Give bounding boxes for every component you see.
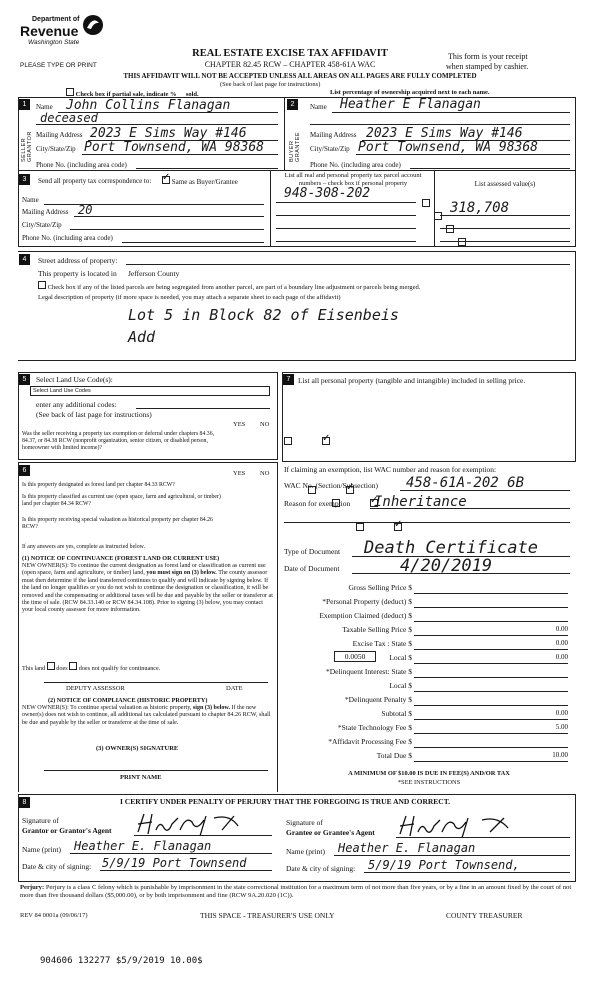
grantee-sig-label-2: Grantee or Grantee's Agent (286, 828, 375, 837)
s3-phone-line (122, 242, 264, 243)
additional-codes-label: enter any additional codes: (36, 400, 117, 409)
warning-text: THIS AFFIDAVIT WILL NOT BE ACCEPTED UNLESS ALL AREAS ON ALL PAGES ARE FULLY COMPLETED (123, 72, 477, 80)
owner-signature-label: (3) OWNER(S) SIGNATURE (96, 745, 179, 752)
s6-q3-no[interactable] (394, 523, 402, 531)
chapter-text: CHAPTER 82.45 RCW – CHAPTER 458-61A WAC (204, 60, 376, 69)
does-checkbox[interactable] (47, 662, 55, 670)
tax-row-line (414, 677, 568, 678)
legal-description-line-1[interactable]: Lot 5 in Block 82 of Eisenbeis (128, 306, 399, 324)
tax-row (284, 693, 574, 707)
doc-type-value[interactable]: Death Certificate (364, 538, 538, 558)
s6-no-label: NO (260, 470, 270, 477)
seller-mail-value[interactable]: 2023 E Sims Way #146 (90, 126, 247, 141)
legal-description-line-2[interactable]: Add (128, 328, 156, 346)
street-address-line (126, 264, 570, 265)
s3-mail-label: Mailing Address (22, 208, 69, 216)
this-land-label: This land (22, 665, 46, 672)
grantor-date-line (100, 870, 272, 871)
tax-row (284, 749, 574, 763)
s3-mail-value[interactable]: 20 (78, 203, 93, 217)
notice-1-text-c: The county assessor must then determine if the land transferred continues to qualify and will indicate by signing below. If the land no longer qualifies or you do not wish to continue the designation or classification, it will be removed and the compensating or additional taxes will be due and payable by the seller or transferor at the time of sale. (RCW 84.33.140 or RCW 84.34.108). Prior to signing (3) below, you may contact your local county assessor for more information. (22, 570, 273, 614)
perjury-title: Perjury: (20, 884, 45, 891)
located-label: This property is located in (38, 269, 117, 278)
notice-2-text (22, 705, 274, 727)
does-not-label: does not (78, 665, 100, 672)
parcel-line-3 (276, 228, 416, 229)
tax-row-label: *Delinquent Penalty $ (344, 695, 412, 704)
tax-row (284, 581, 574, 595)
tax-row (284, 609, 574, 623)
buyer-name-value[interactable]: Heather E Flanagan (340, 97, 481, 112)
tax-row (284, 637, 574, 651)
parcel-line-4 (276, 241, 416, 242)
minimum-note: A MINIMUM OF $10.00 IS DUE IN FEE(S) AND/OR TAX (348, 770, 510, 777)
tax-row (284, 707, 574, 721)
same-as-buyer-label: Same as Buyer/Grantee (171, 178, 238, 186)
s6-q2: Is this property classified as current use (open space, farm and agricultural, or timber) land per chapter 84.34 RCW? (22, 494, 221, 507)
assessed-line-1 (440, 215, 570, 216)
segregated-row (38, 281, 420, 292)
segregated-checkbox[interactable] (38, 281, 46, 289)
local-rate-box[interactable]: 0.0050 (334, 651, 376, 662)
grantee-sig-label-1: Signature of (286, 818, 323, 827)
buyer-name2-line (310, 124, 570, 125)
reason-label: Reason for exemption (284, 499, 351, 508)
grantor-name-value[interactable]: Heather E. Flanagan (74, 839, 212, 853)
notice-2-title: (2) NOTICE OF COMPLIANCE (HISTORIC PROPERTY) (48, 697, 208, 704)
s3-name-label: Name (22, 196, 39, 204)
receipt-stamp: 904606 132277 $5/9/2019 10.00$ (40, 956, 203, 966)
logo-revenue-text: Revenue (20, 23, 79, 39)
tax-row-label: *Affidavit Processing Fee $ (328, 737, 412, 746)
tax-row (284, 721, 574, 735)
grantor-signature-mark[interactable] (134, 810, 264, 838)
tax-row (284, 735, 574, 749)
buyer-phone-line (410, 168, 570, 169)
grantor-date-label: Date & city of signing: (22, 862, 92, 871)
partial-sale-label: Check box if partial sale, indicate % (75, 91, 177, 98)
grantor-date-value[interactable]: 5/9/19 Port Townsend (102, 856, 247, 870)
seller-mail-label: Mailing Address (36, 131, 83, 139)
this-land-row (22, 662, 160, 673)
deputy-label: DEPUTY ASSESSOR (66, 685, 125, 692)
tax-row-line (414, 635, 568, 636)
s5-yes-label: YES (233, 421, 246, 428)
county-treasurer: COUNTY TREASURER (446, 911, 523, 920)
grantor-name-line (70, 853, 272, 854)
partial-sale-checkbox[interactable] (66, 88, 74, 96)
tax-row-line (414, 607, 568, 608)
doc-date-label: Date of Document (284, 564, 340, 573)
tax-row (284, 651, 574, 665)
parcel-line-2 (276, 215, 416, 216)
receipt-note-1: This form is your receipt (448, 52, 528, 61)
tax-row-line (414, 649, 568, 650)
reason-line-2 (284, 522, 570, 523)
tax-row-label: *Personal Property (deduct) $ (322, 597, 412, 606)
section-3-divider-1 (270, 171, 271, 247)
tax-row-line (414, 761, 568, 762)
tax-row-line (414, 747, 568, 748)
qualify-label: qualify for continuance. (101, 665, 161, 672)
date-label: DATE (226, 685, 243, 692)
tax-row-line (414, 733, 568, 734)
s5-no-label: NO (260, 421, 270, 428)
parcel-header: List all real and personal property tax parcel account numbers – check box if personal property (284, 172, 422, 187)
tax-row-value[interactable]: 0.00 (555, 639, 568, 647)
section-3-divider-2 (434, 171, 435, 247)
s3-name-line (44, 204, 264, 205)
assessed-header: List assessed value(s) (474, 180, 536, 188)
wa-emblem-icon (82, 14, 104, 36)
grantee-name-line (334, 855, 570, 856)
tax-row-label: Gross Selling Price $ (348, 583, 412, 592)
tax-row (284, 595, 574, 609)
assessed-value[interactable]: 318,708 (450, 200, 510, 216)
section-1-badge: 1 (19, 99, 30, 110)
seller-deceased-value[interactable]: deceased (40, 111, 98, 125)
section-7-box (282, 372, 576, 462)
buyer-city-label: City/State/Zip (310, 145, 350, 153)
s3-phone-label: Phone No. (including area code) (22, 234, 113, 242)
please-type-text: PLEASE TYPE OR PRINT (20, 62, 97, 69)
seller-name-label: Name (36, 103, 53, 111)
buyer-mail-value[interactable]: 2023 E Sims Way #146 (366, 126, 523, 141)
if-yes-note: If any answers are yes, complete as instructed below. (22, 544, 145, 550)
receipt-note-2: when stamped by cashier. (446, 62, 529, 71)
notice-2-text-a: NEW OWNER(S): To continue special valuation as historic property, (22, 705, 192, 711)
personal-property-checkbox-1[interactable] (422, 199, 430, 207)
personal-property-checkbox-3[interactable] (446, 225, 454, 233)
notice-1-title: (1) NOTICE OF CONTINUANCE (FOREST LAND OR CURRENT USE) (22, 555, 220, 562)
s5-exemption-question: Was the seller receiving a property tax exemption or deferral under chapters 84.36, 84.37, or 84.38 RCW (nonprofit organization, senior citizen, or disabled person, homeowner with limited income)? (22, 431, 215, 451)
seller-phone-label: Phone No. (including area code) (36, 161, 127, 169)
grantee-date-value[interactable]: 5/9/19 Port Townsend, (368, 858, 520, 872)
print-name-label: PRINT NAME (120, 774, 162, 781)
notice-1-text (22, 563, 274, 615)
section-3-badge: 3 (19, 174, 30, 185)
legal-description-label: Legal description of property (if more space is needed, you may attach a separate sheet to each page of the affidavit) (38, 294, 341, 301)
grantor-name-label: Name (print) (22, 845, 61, 854)
see-instructions: *SEE INSTRUCTIONS (397, 779, 461, 786)
tax-row-value[interactable]: 0.00 (555, 653, 568, 661)
seller-phone-line (136, 168, 278, 169)
tax-row (284, 623, 574, 637)
s5-see-back: (See back of last page for instructions) (36, 410, 152, 419)
seller-name-value[interactable]: John Collins Flanagan (66, 98, 231, 113)
wac-value[interactable]: 458-61A-202 6B (406, 475, 525, 491)
sold-label: sold. (185, 91, 199, 98)
assessed-line-3 (440, 241, 570, 242)
wac-label: WAC No. (Section/Subsection) (284, 481, 378, 490)
buyer-name-line (332, 112, 570, 113)
buyer-side-label: BUYER GRANTEE (289, 131, 301, 162)
street-address-label: Street address of property: (38, 256, 118, 265)
tax-row-label: *State Technology Fee $ (337, 723, 412, 732)
section-5-badge: 5 (19, 374, 30, 385)
does-not-checkbox[interactable] (69, 662, 77, 670)
seller-name2-line (36, 124, 278, 125)
tax-row-value[interactable]: 10.00 (552, 751, 568, 759)
exemption-claim-label: If claiming an exemption, list WAC number and reason for exemption: (284, 465, 497, 474)
buyer-city-value[interactable]: Port Townsend, WA 98368 (358, 140, 539, 155)
seller-city-label: City/State/Zip (36, 145, 76, 153)
tax-row-line (414, 691, 568, 692)
deputy-line (44, 682, 268, 683)
doc-type-label: Type of Document (284, 547, 341, 556)
tax-row-line (414, 621, 568, 622)
grantor-sig-label-1: Signature of (22, 816, 59, 825)
land-use-label: Select Land Use Code(s): (36, 375, 113, 384)
land-use-select[interactable]: Select Land Use Codes (30, 386, 270, 396)
grantor-sig-label-2: Grantor or Grantor's Agent (22, 826, 112, 835)
same-as-buyer-checkbox[interactable] (162, 176, 170, 184)
section-6-badge: 6 (19, 465, 30, 476)
grantee-name-label: Name (print) (286, 847, 325, 856)
personal-property-label: List all personal property (tangible and intangible) included in selling price. (298, 376, 526, 385)
does-label: does (56, 665, 68, 672)
s6-q3: Is this property receiving special valuation as historical property per chapter 84.26 RCW? (22, 517, 213, 530)
assessed-line-2 (440, 228, 570, 229)
s3-city-label: City/State/Zip (22, 221, 62, 229)
section-7-badge: 7 (283, 374, 294, 385)
doc-date-value[interactable]: 4/20/2019 (400, 556, 493, 576)
ownership-note: List percentage of ownership acquired next to each name. (330, 89, 490, 96)
rev-number: REV 84 0001a (09/06/17) (20, 912, 88, 919)
tax-row-label: Subtotal $ (381, 709, 412, 718)
treasurer-space: THIS SPACE - TREASURER'S USE ONLY (200, 911, 335, 920)
tax-row-label: Excise Tax : State $ (352, 639, 412, 648)
notice-1-text-b: you must sign on (3) below. (146, 570, 217, 577)
tax-row-label: Local $ (389, 681, 412, 690)
tax-row-label: *Delinquent Interest: State $ (325, 667, 412, 676)
s3-city-line (70, 229, 264, 230)
seller-side-label: SELLER GRANTOR (21, 131, 33, 162)
personal-property-checkbox-4[interactable] (458, 238, 466, 246)
perjury-text (20, 884, 576, 900)
personal-property-checkbox-2[interactable] (434, 212, 442, 220)
tax-row-line (414, 719, 568, 720)
section-6-box (18, 462, 278, 792)
tax-row (284, 665, 574, 679)
seller-city-value[interactable]: Port Townsend, WA 98368 (84, 140, 265, 155)
notice-2-text-b: sign (3) below. (192, 705, 230, 711)
logo-dept-text: Department of (32, 16, 80, 23)
certify-text: I CERTIFY UNDER PENALTY OF PERJURY THAT THE FOREGOING IS TRUE AND CORRECT. (120, 797, 451, 806)
tax-row-label: Exemption Claimed (deduct) $ (319, 611, 412, 620)
notice-2-text-c: If the new owner(s) does not wish to continue, all additional tax calculated pursuant to chapter 84.26 RCW, shall be due and payable by the seller or transferor at the time of sale. (22, 705, 271, 726)
tax-row-line (414, 705, 568, 706)
section-2-badge: 2 (287, 99, 298, 110)
section-4-badge: 4 (19, 254, 30, 265)
tax-row-label: Taxable Selling Price $ (342, 625, 412, 634)
buyer-mail-label: Mailing Address (310, 131, 357, 139)
see-back-text: (See back of last page for instructions) (220, 81, 321, 88)
parcel-number[interactable]: 948-308-202 (284, 186, 371, 201)
grantee-name-value[interactable]: Heather E. Flanagan (338, 841, 476, 855)
buyer-name-label: Name (310, 103, 327, 111)
county-value: Jefferson County (128, 269, 180, 278)
section-8-badge: 8 (19, 797, 30, 808)
tax-row-label: Local $ (389, 653, 412, 662)
tax-row-line (414, 663, 568, 664)
grantee-signature-mark[interactable] (396, 812, 536, 840)
logo-state-text: Washington State (28, 39, 80, 46)
tax-row-value[interactable]: 5.00 (555, 723, 568, 731)
tax-row-label: Total Due $ (376, 751, 412, 760)
tax-row-line (414, 593, 568, 594)
grantee-date-line (364, 872, 570, 873)
dor-logo (20, 14, 110, 54)
parcel-line-1 (276, 202, 416, 203)
perjury-body: Perjury is a class C felony which is punishable by imprisonment in the state correctional institution for a maximum term of not more than five years, or by a fine in an amount fixed by the court of not more than five thousand dollars ($5,000.00), or by both imprisonment and fine (RCW 9A.20.020 (1C)). (20, 884, 572, 899)
grantee-date-label: Date & city of signing: (286, 864, 356, 873)
form-title: REAL ESTATE EXCISE TAX AFFIDAVIT (192, 48, 388, 59)
notice-1-text-a: NEW OWNER(S): To continue the current designation as forest land or classification as current use (open space, farm and agriculture, or timber) land, (22, 563, 266, 577)
tax-row (284, 679, 574, 693)
tax-row-value[interactable]: 0.00 (555, 625, 568, 633)
buyer-phone-label: Phone No. (including area code) (310, 161, 401, 169)
print-name-line (44, 770, 268, 771)
same-as-buyer-row (162, 176, 238, 186)
s3-mail-line (74, 216, 264, 217)
additional-codes-line (136, 408, 270, 409)
tax-row-value[interactable]: 0.00 (555, 709, 568, 717)
s6-q3-yes[interactable] (356, 523, 364, 531)
segregated-label: Check box if any of the listed parcels are being segregated from another parcel, are part of a boundary line adjustment or parcels being merged. (47, 284, 421, 291)
send-correspondence-label: Send all property tax correspondence to: (38, 177, 152, 185)
s6-yes-label: YES (233, 470, 246, 477)
s6-q1: Is this property designated as forest land per chapter 84.33 RCW? (22, 482, 175, 488)
reason-value[interactable]: Inheritance (374, 494, 467, 510)
